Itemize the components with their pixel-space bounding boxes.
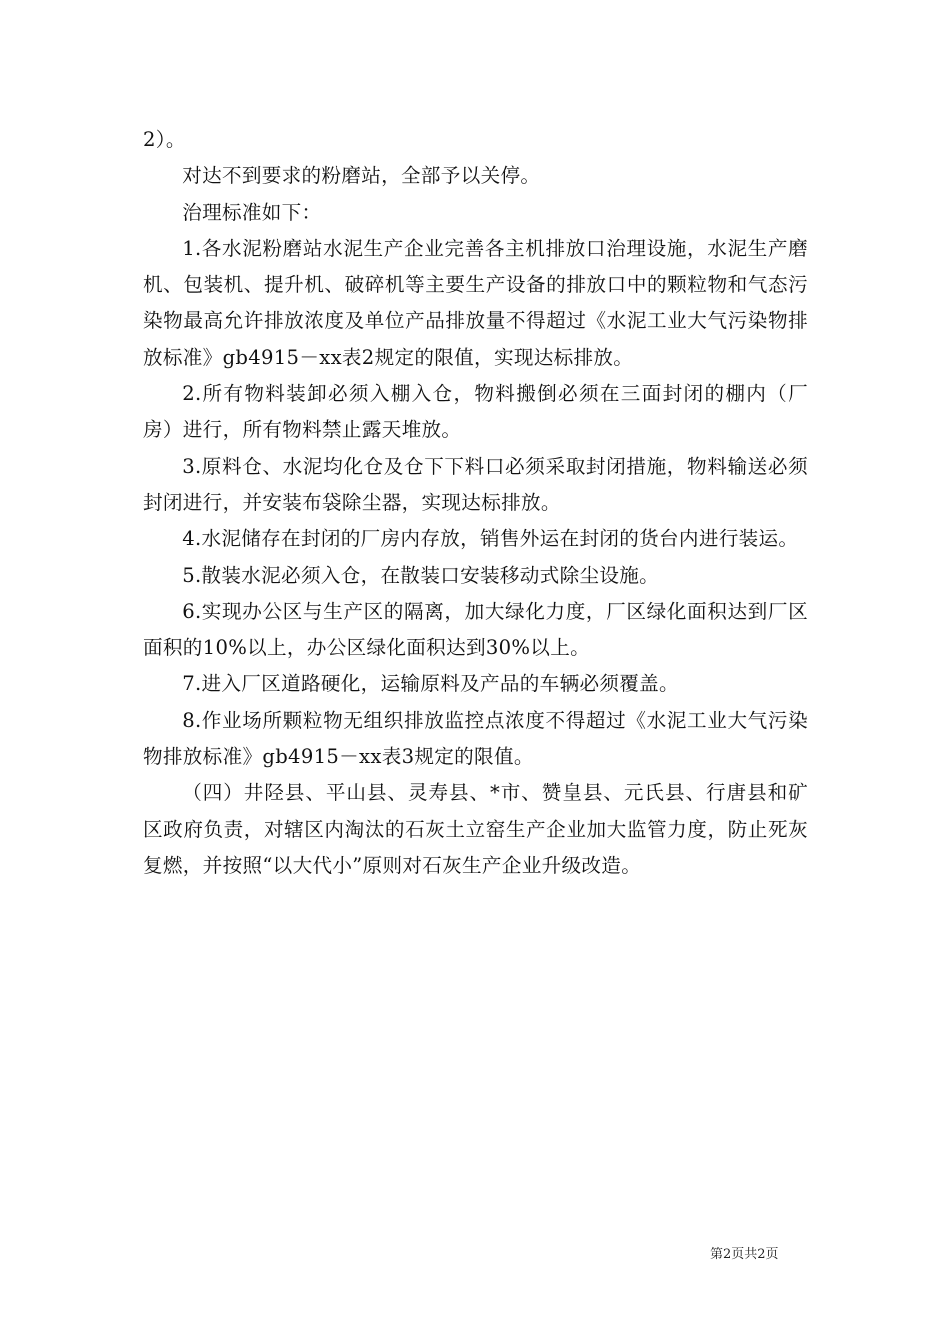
- paragraph: 4.水泥储存在封闭的厂房内存放，销售外运在封闭的货台内进行装运。: [182, 527, 799, 551]
- paragraph: 治理标准如下：: [182, 200, 322, 224]
- page-number-footer: 第2页共2页: [710, 1247, 779, 1262]
- paragraph: （四）井陉县、平山县、灵寿县、*市、赞皇县、元氏县、行唐县和矿区政府负责，对辖区内淘汰的石灰土立窑生产企业加大监管力度，防止死灰复燃，并按照“以大代小”原则对石灰生产企业升级改造。: [143, 781, 808, 877]
- document-body: [143, 122, 808, 884]
- paragraph: 1.各水泥粉磨站水泥生产企业完善各主机排放口治理设施，水泥生产磨机、包装机、提升机、破碎机等主要生产设备的排放口中的颗粒物和气态污染物最高允许排放浓度及单位产品排放量不得超过《水泥工业大气污染物排放标准》gb4915－xx表2规定的限值，实现达标排放。: [143, 236, 808, 369]
- paragraph: 7.进入厂区道路硬化，运输原料及产品的车辆必须覆盖。: [182, 672, 679, 696]
- paragraph: 3.原料仓、水泥均化仓及仓下下料口必须采取封闭措施，物料输送必须封闭进行，并安装布袋除尘器，实现达标排放。: [143, 454, 808, 514]
- paragraph-continuation: 2）。: [143, 128, 186, 151]
- paragraph: 2.所有物料装卸必须入棚入仓，物料搬倒必须在三面封闭的棚内（厂房）进行，所有物料禁止露天堆放。: [143, 382, 808, 442]
- paragraph: 6.实现办公区与生产区的隔离，加大绿化力度，厂区绿化面积达到厂区面积的10%以上，办公区绿化面积达到30%以上。: [143, 599, 808, 660]
- paragraph: 对达不到要求的粉磨站，全部予以关停。: [182, 164, 541, 188]
- paragraph: 8.作业场所颗粒物无组织排放监控点浓度不得超过《水泥工业大气污染物排放标准》gb4915－xx表3规定的限值。: [143, 708, 808, 769]
- paragraph: 5.散装水泥必须入仓，在散装口安装移动式除尘设施。: [182, 563, 660, 587]
